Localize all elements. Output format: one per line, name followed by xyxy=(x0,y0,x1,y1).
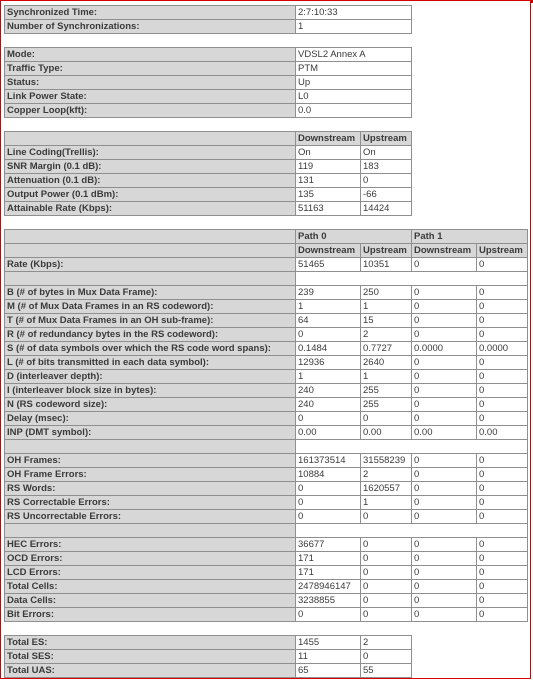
table-row xyxy=(4,174,412,188)
row-value: L0 xyxy=(296,90,412,104)
header-blank xyxy=(4,230,296,244)
spacer-cell xyxy=(4,524,296,538)
cell-value: 0 xyxy=(412,594,477,608)
row-value: PTM xyxy=(296,62,412,76)
spacer-cell xyxy=(296,272,528,286)
row-label: R (# of redundancy bytes in the RS codeword): xyxy=(4,328,296,342)
cell-value: 10884 xyxy=(296,468,361,482)
col-header-downstream: Downstream xyxy=(296,132,361,146)
cell-value: 0 xyxy=(412,482,477,496)
row-label: D (interleaver depth): xyxy=(4,370,296,384)
cell-value: 0 xyxy=(412,580,477,594)
cell-value: 10351 xyxy=(361,258,412,272)
cell-value: 0 xyxy=(477,370,528,384)
cell-value: 0 xyxy=(412,566,477,580)
row-label: Link Power State: xyxy=(4,90,296,104)
cell-value: 0 xyxy=(477,300,528,314)
table-header-row xyxy=(4,131,412,146)
cell-value: 255 xyxy=(361,384,412,398)
row-label: OH Frame Errors: xyxy=(4,468,296,482)
table-row xyxy=(4,412,528,426)
col-header-upstream: Upstream xyxy=(361,244,412,258)
row-label: M (# of Mux Data Frames in an RS codeword): xyxy=(4,300,296,314)
spacer-cell xyxy=(4,272,296,286)
cell-value: 0 xyxy=(477,356,528,370)
sync-section xyxy=(4,5,412,34)
cell-value: 255 xyxy=(361,398,412,412)
row-label: OH Frames: xyxy=(4,454,296,468)
spacer-cell xyxy=(4,440,296,454)
cell-value: 0 xyxy=(477,468,528,482)
cell-downstream: 11 xyxy=(296,650,361,664)
cell-upstream: 55 xyxy=(361,664,412,678)
table-row xyxy=(4,370,528,384)
cell-value: 0.7727 xyxy=(361,342,412,356)
row-label: Output Power (0.1 dBm): xyxy=(4,188,296,202)
cell-downstream: 135 xyxy=(296,188,361,202)
cell-value: 3238855 xyxy=(296,594,361,608)
cell-value: 0 xyxy=(412,286,477,300)
cell-value: 2 xyxy=(361,468,412,482)
row-label: Attainable Rate (Kbps): xyxy=(4,202,296,216)
cell-value: 1 xyxy=(296,370,361,384)
table-row xyxy=(4,580,528,594)
table-row xyxy=(4,468,528,482)
cell-value: 0 xyxy=(477,314,528,328)
cell-value: 0 xyxy=(477,538,528,552)
spacer-cell xyxy=(296,440,528,454)
cell-value: 0 xyxy=(412,300,477,314)
line-stats-section xyxy=(4,131,412,216)
table-row xyxy=(4,664,412,678)
cell-value: 0 xyxy=(296,608,361,622)
cell-value: 0.00 xyxy=(477,426,528,440)
cell-value: 0 xyxy=(412,258,477,272)
table-row xyxy=(4,160,412,174)
cell-value: 0 xyxy=(477,412,528,426)
cell-value: 15 xyxy=(361,314,412,328)
cell-value: 0 xyxy=(477,552,528,566)
table-row xyxy=(4,146,412,160)
cell-value: 0 xyxy=(361,580,412,594)
cell-value: 0 xyxy=(477,566,528,580)
col-header-downstream: Downstream xyxy=(296,244,361,258)
cell-value: 0 xyxy=(361,412,412,426)
table-row xyxy=(4,566,528,580)
cell-value: 0 xyxy=(412,412,477,426)
cell-value: 0 xyxy=(412,496,477,510)
table-row xyxy=(4,454,528,468)
cell-value: 0 xyxy=(477,398,528,412)
table-row xyxy=(4,426,528,440)
cell-value: 0 xyxy=(412,314,477,328)
cell-value: 36677 xyxy=(296,538,361,552)
cell-value: 0 xyxy=(477,328,528,342)
cell-value: 171 xyxy=(296,566,361,580)
cell-value: 0 xyxy=(361,510,412,524)
table-row xyxy=(4,76,412,90)
row-label: Synchronized Time: xyxy=(4,6,296,20)
table-row xyxy=(4,594,528,608)
table-row xyxy=(4,188,412,202)
table-row xyxy=(4,384,528,398)
col-header-upstream: Upstream xyxy=(477,244,528,258)
row-label: Data Cells: xyxy=(4,594,296,608)
cell-upstream: -66 xyxy=(361,188,412,202)
cell-value: 161373514 xyxy=(296,454,361,468)
col-header-path1: Path 1 xyxy=(412,230,528,244)
cell-value: 64 xyxy=(296,314,361,328)
cell-value: 0 xyxy=(361,552,412,566)
cell-value: 0.0000 xyxy=(477,342,528,356)
row-label: Line Coding(Trellis): xyxy=(4,146,296,160)
row-label: Number of Synchronizations: xyxy=(4,20,296,34)
cell-value: 0.1484 xyxy=(296,342,361,356)
row-value: 2:7:10:33 xyxy=(296,6,412,20)
cell-downstream: 1455 xyxy=(296,636,361,650)
row-label: T (# of Mux Data Frames in an OH sub-frame): xyxy=(4,314,296,328)
cell-value: 0 xyxy=(477,510,528,524)
table-row xyxy=(4,104,412,118)
cell-value: 239 xyxy=(296,286,361,300)
path-subheader-row xyxy=(4,244,528,258)
cell-value: 0 xyxy=(412,328,477,342)
cell-value: 0 xyxy=(412,370,477,384)
table-row xyxy=(4,258,528,272)
row-label: INP (DMT symbol): xyxy=(4,426,296,440)
cell-value: 0 xyxy=(412,608,477,622)
cell-value: 51465 xyxy=(296,258,361,272)
row-label: OCD Errors: xyxy=(4,552,296,566)
row-label: Mode: xyxy=(4,48,296,62)
cell-downstream: 65 xyxy=(296,664,361,678)
table-row xyxy=(4,300,528,314)
cell-value: 0 xyxy=(477,258,528,272)
cell-value: 0 xyxy=(477,496,528,510)
row-label: HEC Errors: xyxy=(4,538,296,552)
table-row xyxy=(4,328,528,342)
col-header-path0: Path 0 xyxy=(296,230,412,244)
table-row xyxy=(4,47,412,62)
row-value: VDSL2 Annex A xyxy=(296,48,412,62)
row-label: Total Cells: xyxy=(4,580,296,594)
row-label: Rate (Kbps): xyxy=(4,258,296,272)
line-section xyxy=(4,47,412,118)
col-header-downstream: Downstream xyxy=(412,244,477,258)
cell-value: 0.00 xyxy=(296,426,361,440)
cell-value: 12936 xyxy=(296,356,361,370)
section-spacer xyxy=(4,272,528,286)
cell-value: 0 xyxy=(412,552,477,566)
cell-value: 1 xyxy=(296,300,361,314)
table-row xyxy=(4,482,528,496)
cell-value: 0 xyxy=(412,384,477,398)
row-label: Delay (msec): xyxy=(4,412,296,426)
cell-value: 0 xyxy=(412,468,477,482)
row-label: L (# of bits transmitted in each data symbol): xyxy=(4,356,296,370)
cell-value: 2478946147 xyxy=(296,580,361,594)
row-label: Total UAS: xyxy=(4,664,296,678)
cell-value: 0 xyxy=(361,594,412,608)
cell-value: 0.00 xyxy=(412,426,477,440)
cell-value: 2640 xyxy=(361,356,412,370)
cell-upstream: 0 xyxy=(361,174,412,188)
cell-value: 0.00 xyxy=(361,426,412,440)
cell-value: 240 xyxy=(296,398,361,412)
table-row xyxy=(4,650,412,664)
cell-value: 0 xyxy=(477,482,528,496)
cell-downstream: On xyxy=(296,146,361,160)
cell-upstream: 0 xyxy=(361,650,412,664)
cell-downstream: 51163 xyxy=(296,202,361,216)
table-row xyxy=(4,608,528,622)
cell-upstream: 183 xyxy=(361,160,412,174)
table-row xyxy=(4,342,528,356)
cell-value: 0 xyxy=(412,454,477,468)
cell-upstream: 2 xyxy=(361,636,412,650)
path-stats-section xyxy=(4,229,528,622)
table-row xyxy=(4,90,412,104)
cell-value: 1 xyxy=(361,496,412,510)
table-row xyxy=(4,202,412,216)
table-row xyxy=(4,510,528,524)
row-label: Traffic Type: xyxy=(4,62,296,76)
row-label: RS Words: xyxy=(4,482,296,496)
section-spacer xyxy=(4,440,528,454)
cell-value: 0.0000 xyxy=(412,342,477,356)
cell-value: 0 xyxy=(477,384,528,398)
header-blank xyxy=(4,132,296,146)
table-row xyxy=(4,356,528,370)
row-label: Total ES: xyxy=(4,636,296,650)
table-row xyxy=(4,552,528,566)
totals-section xyxy=(4,635,412,678)
cell-value: 0 xyxy=(361,608,412,622)
row-label: N (RS codeword size): xyxy=(4,398,296,412)
row-label: RS Uncorrectable Errors: xyxy=(4,510,296,524)
cell-value: 0 xyxy=(477,454,528,468)
cell-downstream: 119 xyxy=(296,160,361,174)
framing-rows xyxy=(4,286,528,440)
table-row xyxy=(4,635,412,650)
row-label: Status: xyxy=(4,76,296,90)
oh-rows xyxy=(4,454,528,524)
row-label: S (# of data symbols over which the RS code word spans): xyxy=(4,342,296,356)
cell-value: 1620557 xyxy=(361,482,412,496)
cell-value: 0 xyxy=(477,608,528,622)
table-row xyxy=(4,496,528,510)
row-label: LCD Errors: xyxy=(4,566,296,580)
cell-value: 0 xyxy=(412,510,477,524)
cell-value: 31558239 xyxy=(361,454,412,468)
cell-upstream: 14424 xyxy=(361,202,412,216)
atm-rows xyxy=(4,538,528,622)
row-label: Attenuation (0.1 dB): xyxy=(4,174,296,188)
path-header-row xyxy=(4,229,528,244)
row-label: SNR Margin (0.1 dB): xyxy=(4,160,296,174)
cell-value: 0 xyxy=(296,496,361,510)
cell-value: 0 xyxy=(477,594,528,608)
cell-downstream: 131 xyxy=(296,174,361,188)
cell-value: 0 xyxy=(412,356,477,370)
cell-value: 0 xyxy=(296,482,361,496)
cell-value: 2 xyxy=(361,328,412,342)
table-row xyxy=(4,314,528,328)
cell-value: 0 xyxy=(412,538,477,552)
table-row xyxy=(4,538,528,552)
row-label: Copper Loop(kft): xyxy=(4,104,296,118)
col-header-upstream: Upstream xyxy=(361,132,412,146)
row-label: I (interleaver block size in bytes): xyxy=(4,384,296,398)
section-spacer xyxy=(4,524,528,538)
cell-value: 1 xyxy=(361,370,412,384)
cell-value: 0 xyxy=(412,398,477,412)
row-label: Bit Errors: xyxy=(4,608,296,622)
cell-value: 171 xyxy=(296,552,361,566)
table-row xyxy=(4,20,412,34)
table-row xyxy=(4,62,412,76)
row-value: Up xyxy=(296,76,412,90)
row-value: 0.0 xyxy=(296,104,412,118)
cell-value: 0 xyxy=(477,286,528,300)
cell-value: 0 xyxy=(296,510,361,524)
row-label: RS Correctable Errors: xyxy=(4,496,296,510)
cell-upstream: On xyxy=(361,146,412,160)
cell-value: 0 xyxy=(296,328,361,342)
spacer-cell xyxy=(296,524,528,538)
cell-value: 0 xyxy=(477,580,528,594)
cell-value: 250 xyxy=(361,286,412,300)
row-label: B (# of bytes in Mux Data Frame): xyxy=(4,286,296,300)
cell-value: 0 xyxy=(296,412,361,426)
cell-value: 0 xyxy=(361,566,412,580)
header-blank xyxy=(4,244,296,258)
row-label: Total SES: xyxy=(4,650,296,664)
table-row xyxy=(4,5,412,20)
table-row xyxy=(4,398,528,412)
cell-value: 0 xyxy=(361,538,412,552)
table-row xyxy=(4,286,528,300)
row-value: 1 xyxy=(296,20,412,34)
cell-value: 240 xyxy=(296,384,361,398)
cell-value: 1 xyxy=(361,300,412,314)
